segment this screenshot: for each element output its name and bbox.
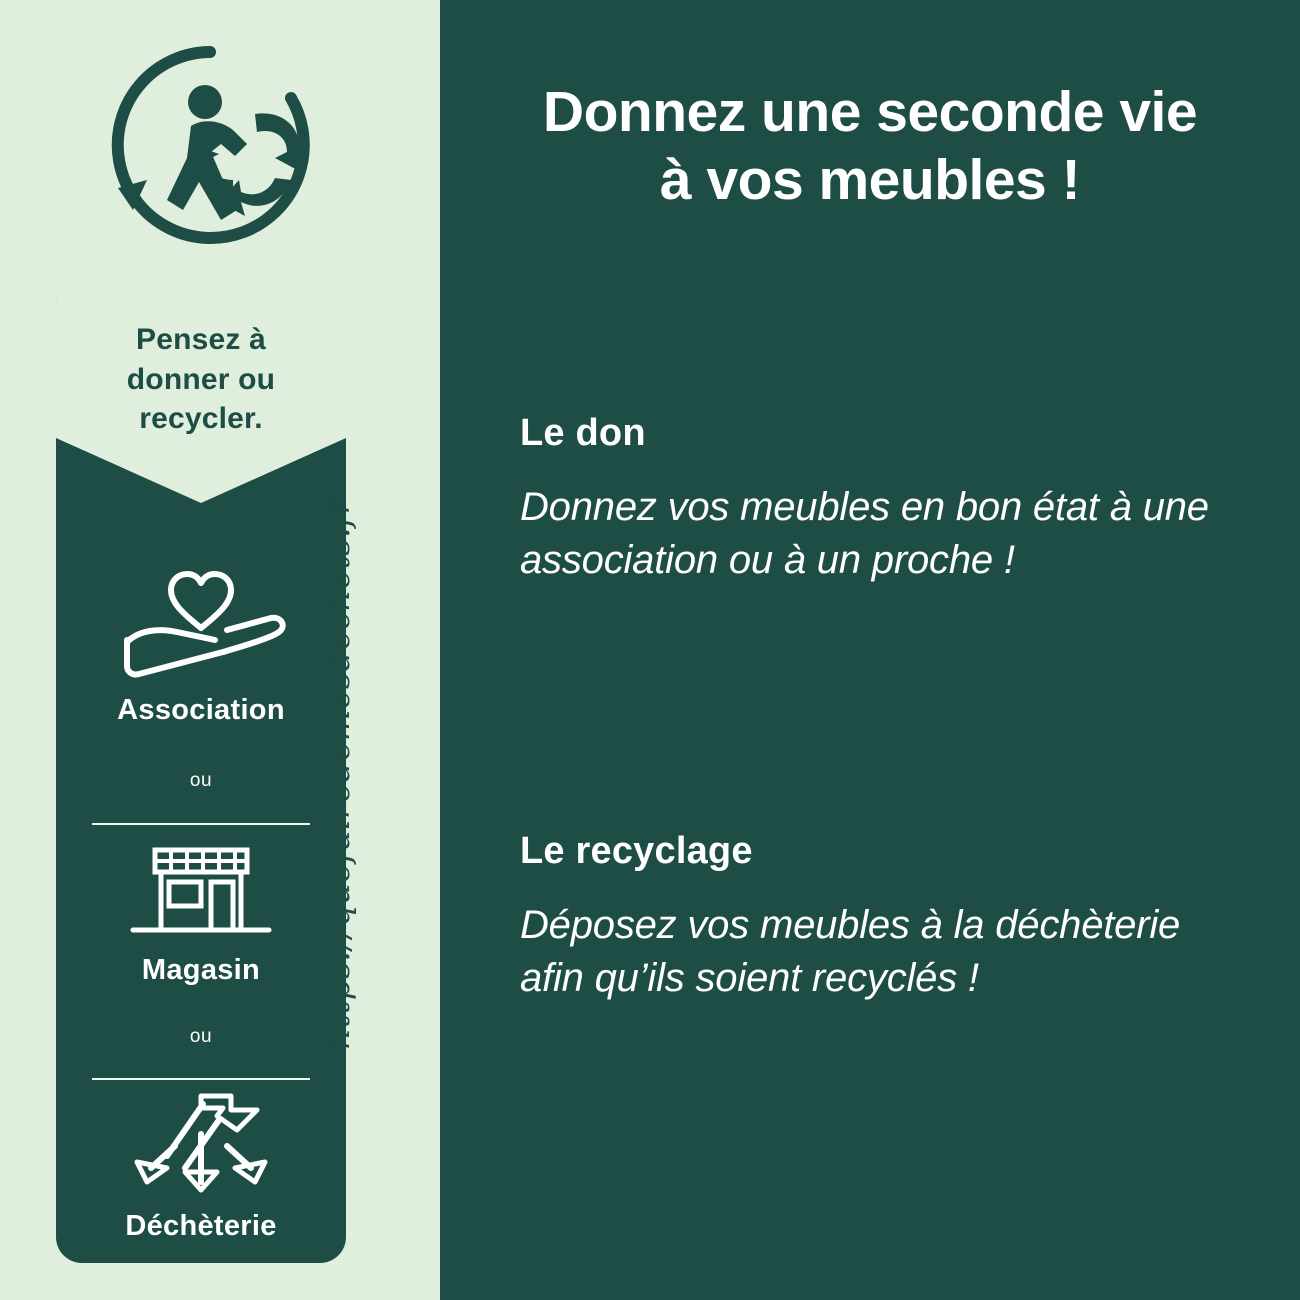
- section-le-don: [520, 412, 1220, 587]
- right-panel: [440, 0, 1300, 1300]
- step-dechèterie: [56, 1086, 346, 1243]
- divider-2: [92, 1078, 310, 1080]
- waste-sorting-icon: [56, 1086, 346, 1198]
- advice-line-2: donner ou: [126, 362, 276, 396]
- divider-1: [92, 823, 310, 825]
- step-association-label: Association: [117, 694, 285, 726]
- page-title-line-2: à vos meubles !: [659, 148, 1081, 213]
- step-association: [56, 570, 346, 727]
- step-dechèterie-label: Déchèterie: [125, 1210, 277, 1242]
- advice-banner-text: [56, 320, 346, 439]
- step-magasin: [56, 830, 346, 987]
- advice-line-1: Pensez à: [135, 323, 266, 356]
- advice-banner: [56, 278, 346, 503]
- advice-line-3: recycler.: [139, 402, 263, 436]
- steps-column: [56, 278, 346, 1263]
- separator-2: ou: [189, 1026, 213, 1047]
- person-recycling-icon: [95, 40, 325, 255]
- website-url[interactable]: https://quefairedemesdechets.fr: [318, 498, 357, 1050]
- section-le-recyclage: [520, 830, 1220, 1005]
- page-title: [470, 78, 1270, 215]
- section-le-don-body: Donnez vos meubles en bon état à une association ou à un proche !: [520, 485, 1209, 583]
- step-magasin-label: Magasin: [141, 954, 261, 986]
- hand-heart-icon: [56, 570, 346, 682]
- page-title-line-1: Donnez une seconde vie: [542, 80, 1198, 144]
- section-le-don-title: Le don: [520, 412, 646, 454]
- left-panel: [0, 0, 440, 1300]
- shop-icon: [56, 830, 346, 942]
- section-le-recyclage-body: Déposez vos meubles à la déchèterie afin qu’ils soient recyclés !: [520, 903, 1181, 1001]
- separator-1: ou: [189, 770, 213, 791]
- section-le-recyclage-title: Le recyclage: [520, 830, 753, 872]
